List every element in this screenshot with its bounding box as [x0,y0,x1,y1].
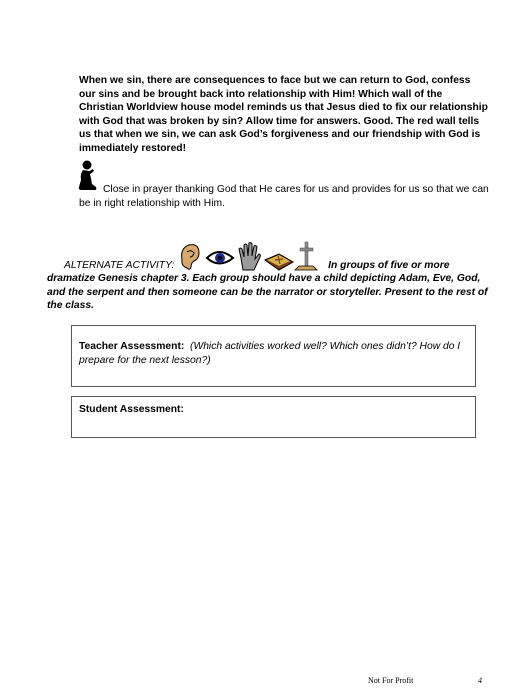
teacher-assessment-box[interactable] [71,325,476,387]
bible-icon [265,254,293,270]
student-assessment-label [79,403,464,417]
page-number: 4 [478,676,482,685]
main-paragraph: When we sin, there are consequences to face but we can return to God, confess our sins and be brought back into relationship with Him! Which wall of the Christian Worldview house model reminds us that Jesus died to fix our relationship with God that was broken by sin? Allow time for answers. Good. The red wall tells us that when we sin, we can ask God’s forgiveness and our friendship with God is immediately restored! [79,75,488,154]
alternate-activity [47,254,497,313]
teacher-assessment-title: Teacher Assessment: [79,341,185,352]
alternate-activity-text: In groups of five or more dramatize Genesis chapter 3. Each group should have a child depicting Adam, Eve, God, and the serpent and then someone can be the narrator or storyteller. Present to the rest of the class. [47,260,488,312]
teacher-assessment-prompt: (Which activities worked well? Which ones didn’t? How do I prepare for the next lesson?) [79,341,461,366]
footer-text: Not For Profit [368,676,414,685]
ear-icon [182,245,199,270]
teacher-assessment-label [79,340,464,367]
prayer-text: Close in prayer thanking God that He cares for us and provides for us so that we can be in right relationship with Him. [79,184,489,209]
hand-icon [239,243,260,270]
activity-icons [177,254,325,270]
cross-icon [295,242,317,270]
eye-icon [207,252,233,264]
student-assessment-box[interactable] [71,396,476,438]
student-assessment-title: Student Assessment: [79,404,184,415]
alternate-activity-lead: ALTERNATE ACTIVITY: [64,260,175,271]
